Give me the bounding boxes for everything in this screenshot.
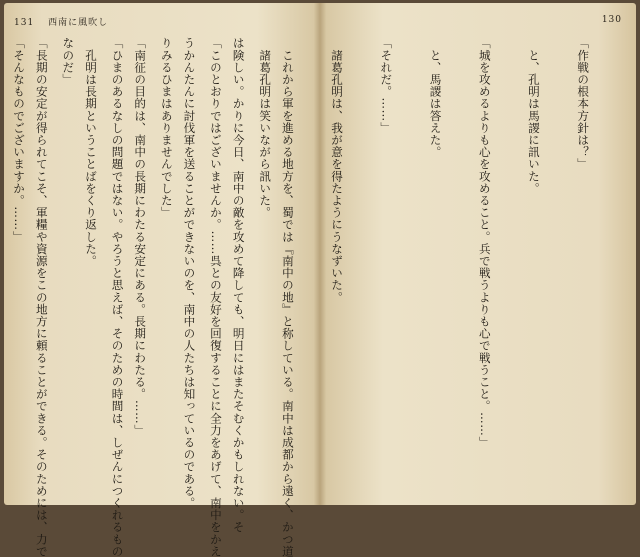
text-line: 「作戦の根本方針は？」 [576,37,591,171]
text-line [0,37,1,493]
text-line: 「城を攻めるよりも心を攻めること。兵で戦うよりも心で戦うこと。……」 [477,37,492,449]
text-line: 諸葛孔明は、我が意を得たようにうなずいた。 [330,37,345,304]
running-title: 西南に風吹し [48,18,109,28]
text-line: 「南征の目的は、南中の長期にわたる安定にある。長期にわたる。……」 [133,37,148,437]
text-line: 「そんなものでございますか。……」 [12,37,27,243]
right-page-header [602,15,622,25]
left-page-header [14,15,108,28]
text-line: と、孔明は馬謖に訊いた。 [526,37,541,195]
left-page-number: 131 [14,18,35,28]
text-line: りみるひまはありませんでした」 [159,37,174,219]
text-line: これから軍を進める地方を、蜀では『南中の地』と称している。南中は成都から遠く、かつ道 [280,37,295,557]
right-page-number: 130 [601,15,622,25]
text-line: 「このとおりではございませんか。……呉との友好を回復することに全力をあげて、南中をかえ [208,37,223,557]
book-spread [4,3,636,557]
text-line: 孔明は長期ということばをくり返した。 [84,37,98,267]
text-line: は険しい。かりに今日、南中の敵を攻めて降しても、明日にはまたそむくかもしれない。そ [231,37,246,534]
text-line: 「ひまのあるなしの問題ではない。やろうと思えば、そのための時間は、しぜんにつくれるもの [110,37,125,557]
text-line: 諸葛孔明は笑いながら訊いた。 [258,37,273,219]
text-line: 「長期の安定が得られてこそ、軍糧や資源をこの地方に頼ることができる。そのためには、力で [34,37,49,557]
text-line: 「それだ。……」 [379,37,394,134]
text-line: と、馬謖は答えた。 [428,37,443,158]
text-line: なのだ」 [61,37,76,86]
text-line: うかんたんに討伐軍を送ることができないのを、南中の人たちは知っているのである。 [182,37,197,509]
